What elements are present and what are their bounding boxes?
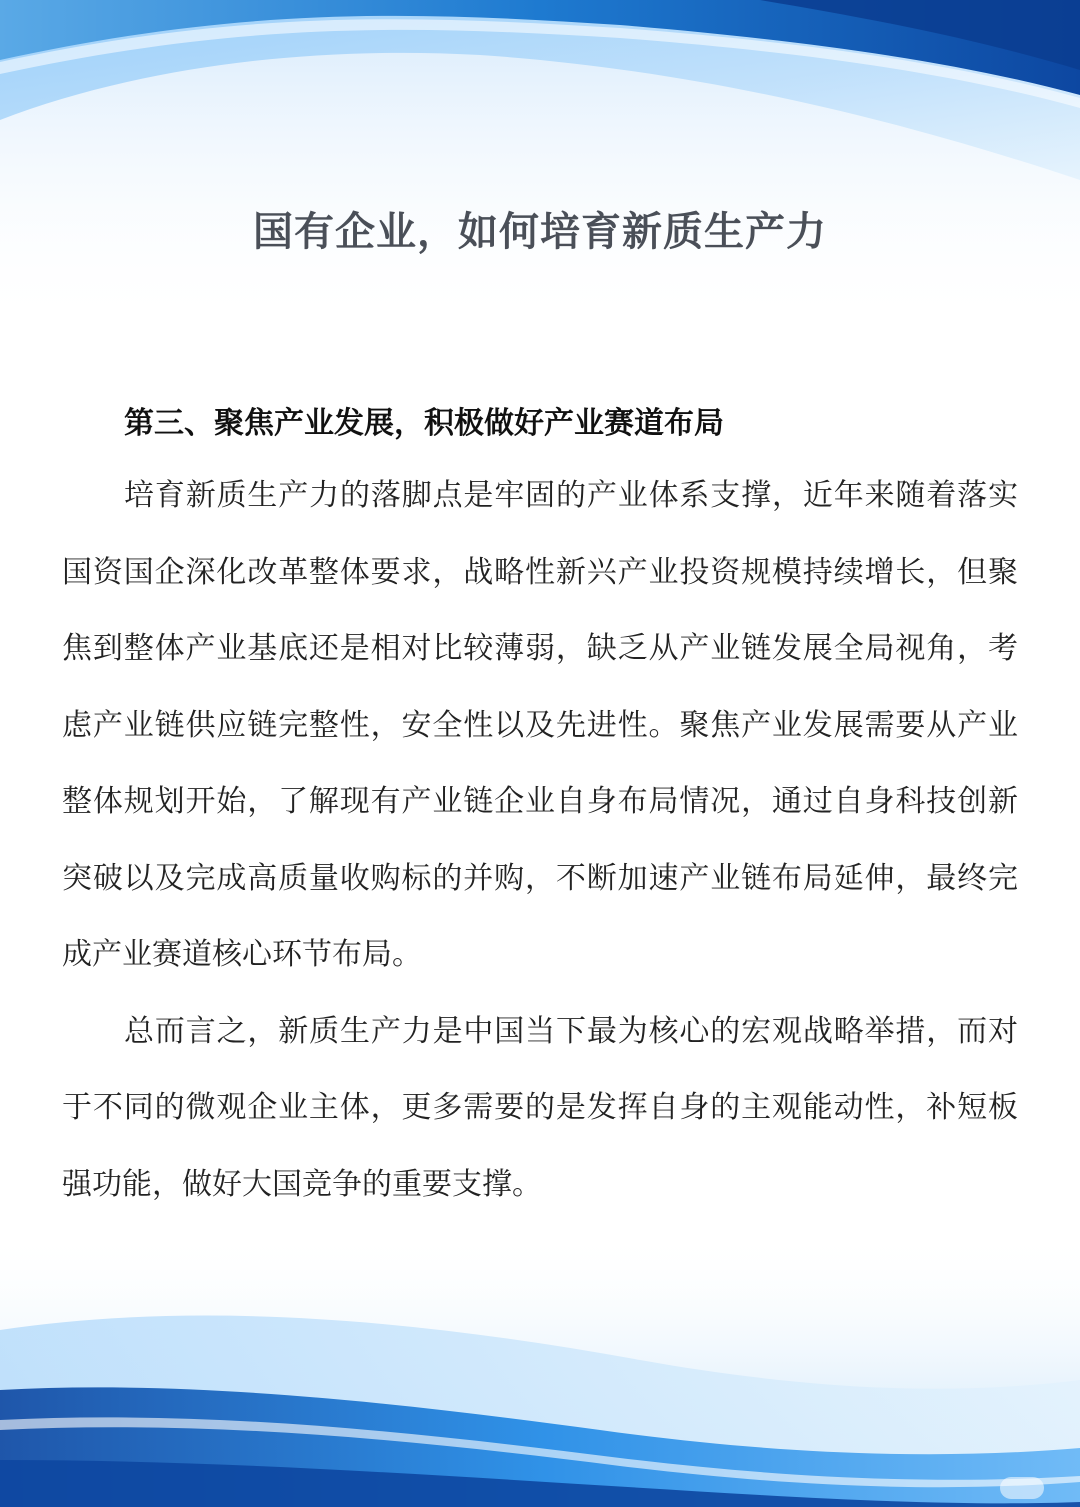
- document-title: 国有企业，如何培育新质生产力: [253, 209, 827, 255]
- article-body: [62, 398, 1018, 1223]
- section-heading: 第三、聚焦产业发展，积极做好产业赛道布局: [124, 406, 724, 441]
- paragraph-2: 总而言之，新质生产力是中国当下最为核心的宏观战略举措，而对于不同的微观企业主体，更多需要的是发挥自身的主观能动性，补短板强功能，做好大国竞争的重要支撑。: [62, 1013, 1018, 1202]
- watermark-badge: [1000, 1477, 1044, 1499]
- paragraph-1: 培育新质生产力的落脚点是牢固的产业体系支撑，近年来随着落实国资国企深化改革整体要求，战略性新兴产业投资规模持续增长，但聚焦到整体产业基底还是相对比较薄弱，缺乏从产业链发展全局视角，考虑产业链供应链完整性，安全性以及先进性。聚焦产业发展需要从产业整体规划开始，了解现有产业链企业自身布局情况，通过自身科技创新突破以及完成高质量收购标的并购，不断加速产业链布局延伸，最终完成产业赛道核心环节布局。: [62, 478, 1018, 972]
